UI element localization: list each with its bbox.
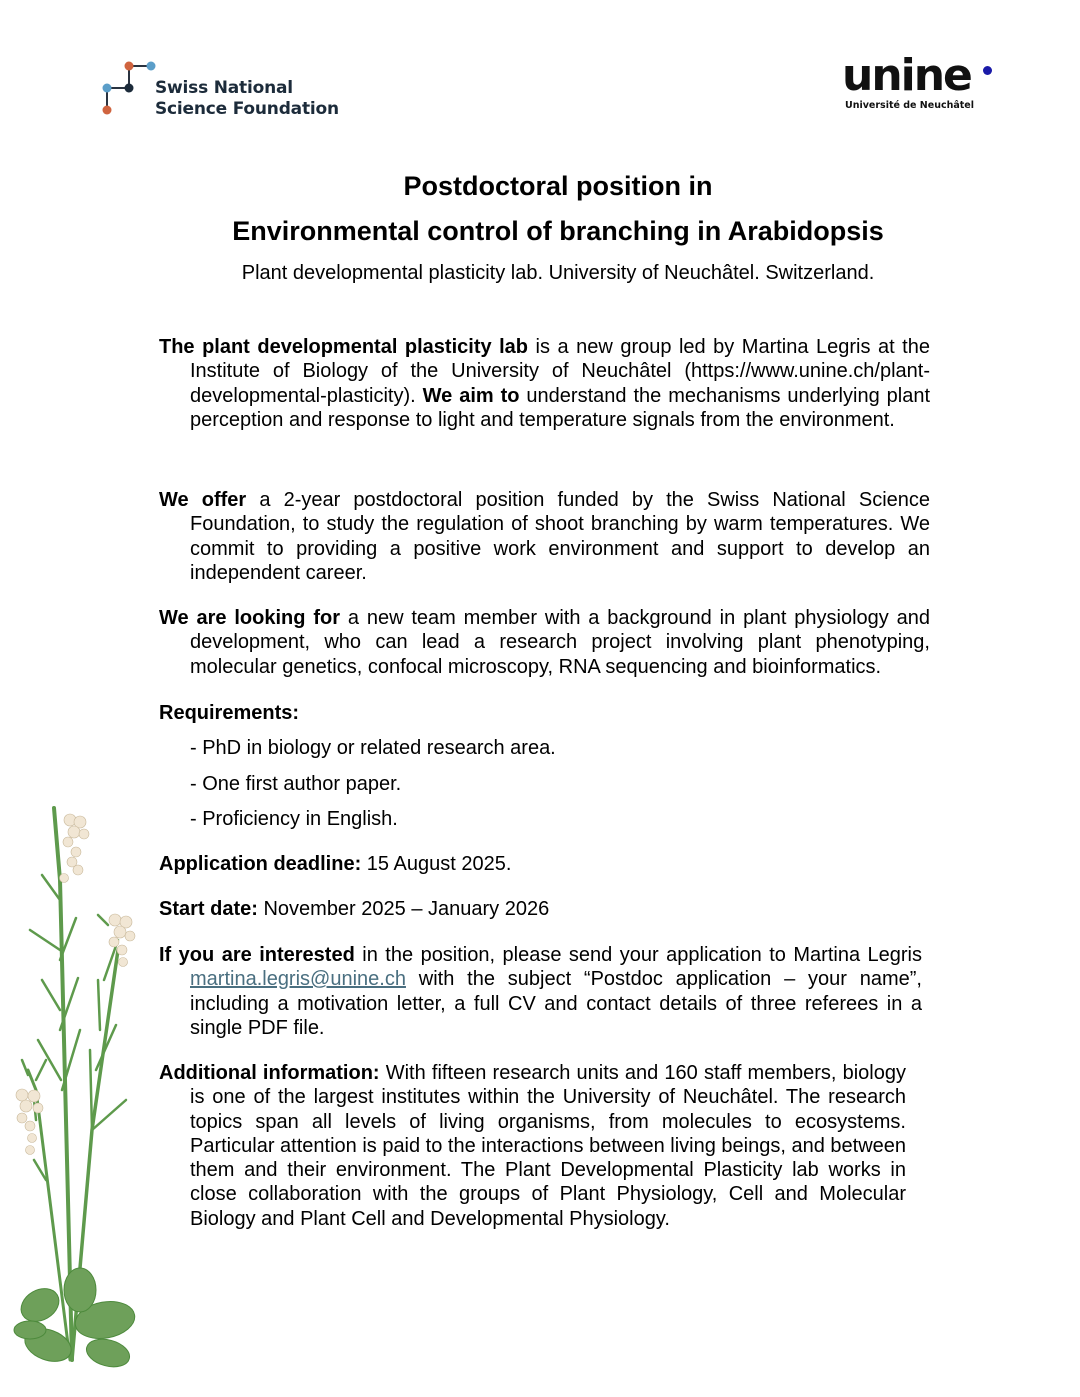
arabidopsis-plant-illustration xyxy=(0,800,160,1390)
deadline-value: 15 August 2025. xyxy=(361,853,512,875)
section-interested xyxy=(159,943,922,1040)
page-title-line2: Environmental control of branching in Arabidopsis xyxy=(232,216,884,246)
offer-text: a 2-year postdoctoral position funded by the Swiss National Science Foundation, to study the regulation of shoot branching by warm temperatures. We commit to providing a positive work environment and support to develop an independent career. xyxy=(190,489,931,584)
interested-text1: in the position, please send your application to Martina Legris xyxy=(354,944,923,966)
offer-lead: We offer xyxy=(159,489,247,511)
page-title-line1: Postdoctoral position in xyxy=(403,171,713,201)
unine-dot-icon xyxy=(983,66,992,75)
unine-wordmark: unine xyxy=(842,50,971,101)
section-requirements xyxy=(159,701,930,831)
requirement-item: - PhD in biology or related research area. xyxy=(190,737,556,760)
page-subtitle: Plant developmental plasticity lab. University of Neuchâtel. Switzerland. xyxy=(241,262,875,284)
snsf-network-icon xyxy=(100,58,160,124)
start-label: Start date: xyxy=(159,898,258,920)
deadline-label: Application deadline: xyxy=(159,853,362,875)
requirement-item: - Proficiency in English. xyxy=(190,807,398,830)
section-lab xyxy=(159,335,930,432)
unine-logo xyxy=(840,50,1000,118)
looking-lead: We are looking for xyxy=(159,607,340,629)
requirements-heading: Requirements: xyxy=(159,702,300,724)
section-deadline xyxy=(159,852,930,876)
section-offer xyxy=(159,488,930,585)
snsf-logo xyxy=(100,58,350,124)
requirement-item: - One first author paper. xyxy=(190,772,402,795)
additional-text: With fifteen research units and 160 staff members, biology is one of the largest institutes within the University of Neuchâtel. The research topics span all levels of living organisms, from molecules to ecosystems. Particular attention is paid to the interactions between living beings, and between them and their environment. The Plant Developmental Plasticity lab works in close collaboration with the groups of Plant Physiology, Cell and Molecular Biology and Plant Cell and Developmental Physiology. xyxy=(190,1062,907,1230)
snsf-line2: Science Foundation xyxy=(155,99,339,119)
start-value: November 2025 – January 2026 xyxy=(257,898,550,920)
section-additional xyxy=(159,1061,906,1231)
unine-subtitle: Université de Neuchâtel xyxy=(845,100,975,111)
looking-text: a new team member with a background in plant physiology and development, who can lead a research project involving plant phenotyping, molecular genetics, confocal microscopy, RNA sequencing and bioinformatics. xyxy=(190,607,931,678)
lab-lead: The plant developmental plasticity lab xyxy=(159,336,529,358)
section-looking-for xyxy=(159,606,930,679)
additional-lead: Additional information: xyxy=(159,1062,380,1084)
aim-lead: We aim to xyxy=(422,384,520,407)
email-link[interactable]: martina.legris@unine.ch xyxy=(190,968,406,991)
interested-lead: If you are interested xyxy=(159,944,355,966)
interested-text2: with the subject “Postdoc application – your name”, including a motivation letter, a full CV and contact details of three referees in a single PDF file. xyxy=(190,968,922,1039)
lab-text2: understand the mechanisms underlying plant perception and response to light and temperature signals from the environment. xyxy=(190,384,931,431)
section-start-date xyxy=(159,897,930,921)
snsf-line1: Swiss National xyxy=(155,78,293,98)
snsf-logo-text xyxy=(155,78,339,120)
lab-text1: is a new group led by Martina Legris at the Institute of Biology of the University of Neuchâtel (https://www.unine.ch/plant-developmental-plasticity). xyxy=(190,336,930,407)
